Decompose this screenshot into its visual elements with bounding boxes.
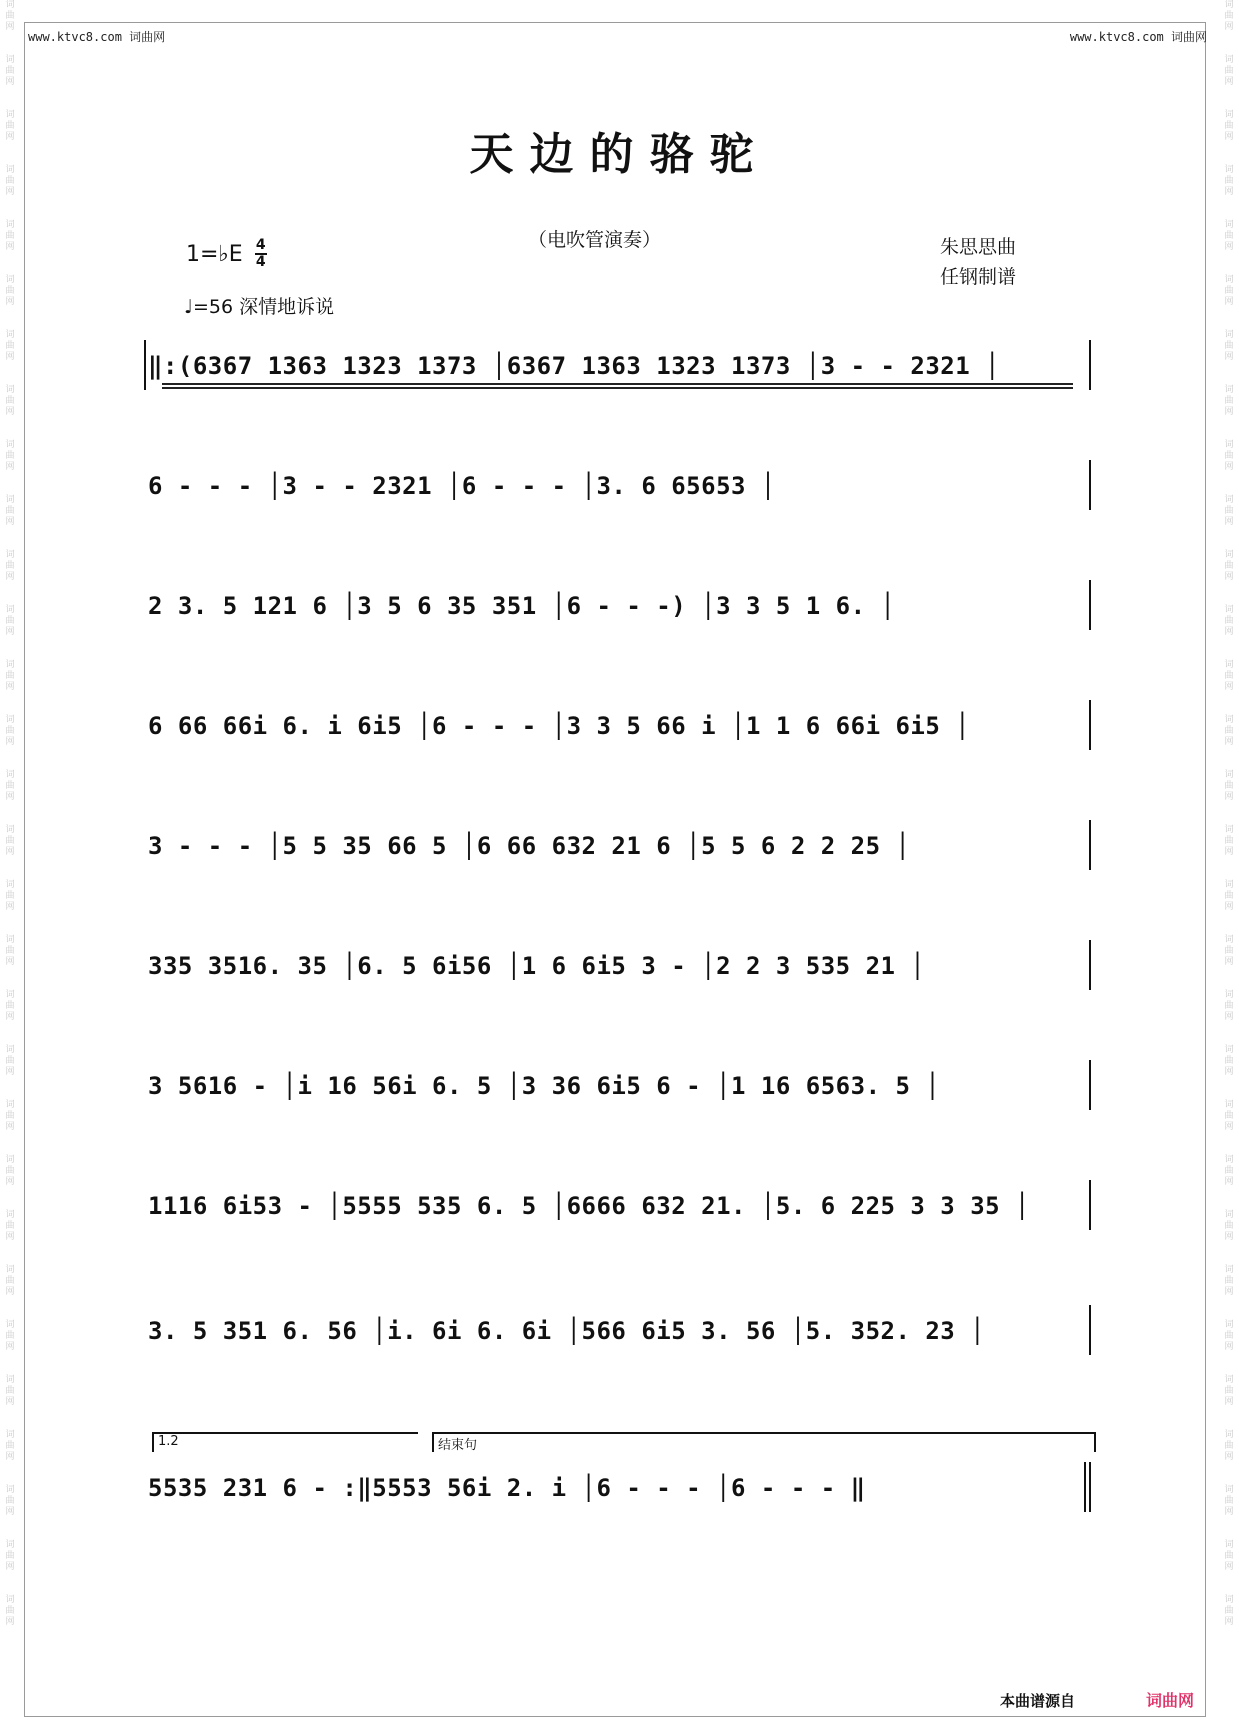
score-line-notes: 5535 231 6 - :‖5553 56i 2. i │6 - - - │6 - - - ‖ [148, 1474, 866, 1502]
score-line-notes: 1116 6i53 - │5555 535 6. 5 │6666 632 21. │5. 6 225 3 3 35 │ [148, 1192, 1031, 1220]
site-url-right[interactable]: www.ktvc8.com 词曲网 [1069, 30, 1207, 44]
time-signature-top: 4 [255, 237, 266, 253]
score-line-9 [140, 1305, 1095, 1355]
score-line-3 [140, 580, 1095, 630]
site-url-left[interactable]: www.ktvc8.com 词曲网 [28, 30, 166, 44]
side-watermark-right: 词曲网 词曲网 词曲网 词曲网 词曲网 词曲网 词曲网 词曲网 词曲网 词曲网 词曲网 词曲网 词曲网 词曲网 词曲网 词曲网 词曲网 词曲网 词曲网 词曲网 词曲网 词曲网 词曲网 词曲网 词曲网 词曲网 词曲网 词曲网 词曲网 词曲网 [1224, 0, 1234, 1627]
score-line-notes: 335 3516. 35 │6. 5 6i56 │1 6 6i5 3 - │2 2 3 535 21 │ [148, 952, 926, 980]
volta-first-ending: 1.2 [152, 1432, 418, 1452]
score-line-notes: 6 - - - │3 - - 2321 │6 - - - │3. 6 65653 │ [148, 472, 776, 500]
arranger: 任钢制谱 [940, 266, 1017, 288]
score-line-1 [140, 340, 1095, 390]
score-line-notes: 2 3. 5 121 6 │3 5 6 35 351 │6 - - -) │3 3 5 1 6. │ [148, 592, 896, 620]
score-line-4 [140, 700, 1095, 750]
performance-note: （电吹管演奏） [528, 229, 662, 251]
song-title: 天边的骆驼 [469, 129, 770, 180]
score-line-2 [140, 460, 1095, 510]
tempo-marking: ♩=56 深情地诉说 [184, 296, 335, 318]
score-line-notes: 6 66 66i 6. i 6i5 │6 - - - │3 3 5 66 i │1 1 6 66i 6i5 │ [148, 712, 971, 740]
key-signature [186, 238, 267, 270]
time-signature [255, 238, 267, 270]
footer-source-label: 本曲谱源自 [1000, 1692, 1076, 1710]
score-line-notes: 3 5616 - │i 16 56i 6. 5 │3 36 6i5 6 - │1 16 6563. 5 │ [148, 1072, 941, 1100]
score-line-8 [140, 1180, 1095, 1230]
side-watermark-left: 词曲网 词曲网 词曲网 词曲网 词曲网 词曲网 词曲网 词曲网 词曲网 词曲网 词曲网 词曲网 词曲网 词曲网 词曲网 词曲网 词曲网 词曲网 词曲网 词曲网 词曲网 词曲网 词曲网 词曲网 词曲网 词曲网 词曲网 词曲网 词曲网 词曲网 [5, 0, 15, 1627]
score-line-notes: ‖:(6367 1363 1323 1373 │6367 1363 1323 1373 │3 - - 2321 │ [148, 352, 1001, 380]
score-line-7 [140, 1060, 1095, 1110]
score-line-5 [140, 820, 1095, 870]
key-label: 1=♭E [186, 241, 243, 267]
time-signature-bottom: 4 [255, 254, 266, 270]
score-line-notes: 3. 5 351 6. 56 │i. 6i 6. 6i │566 6i5 3. 56 │5. 352. 23 │ [148, 1317, 986, 1345]
score-line-10 [140, 1462, 1095, 1512]
score-line-6 [140, 940, 1095, 990]
composer: 朱思思曲 [940, 236, 1017, 258]
footer-logo[interactable]: 词曲网 [1146, 1691, 1195, 1710]
volta-final-ending: 结束句 [432, 1432, 1096, 1452]
score-line-notes: 3 - - - │5 5 35 66 5 │6 66 632 21 6 │5 5 6 2 2 25 │ [148, 832, 911, 860]
